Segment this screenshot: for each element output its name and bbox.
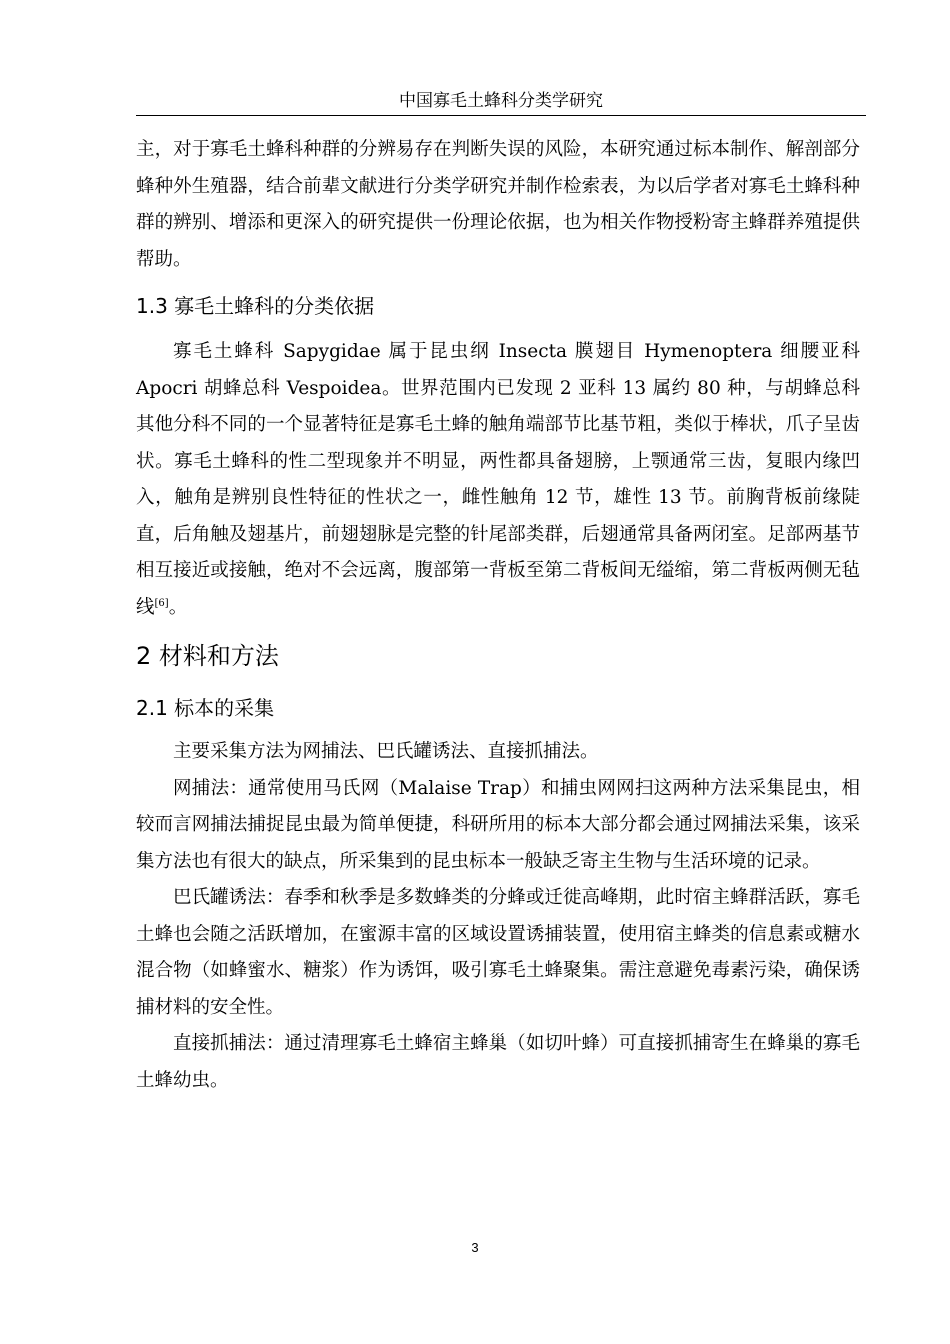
- section-heading-1-3: 1.3 寡毛土蜂科的分类依据: [136, 294, 375, 318]
- section-heading-2-1: 2.1 标本的采集: [136, 696, 275, 720]
- paragraph-classification-text: 寡毛土蜂科 Sapygidae 属于昆虫纲 Insecta 膜翅目 Hymenoptera 细腰亚科 Apocri 胡蜂总科 Vespoidea。世界范围内已发现 2 亚科 13 属约 80 种，与胡蜂总科其他分科不同的一个显著特征是寡毛土蜂的触角端部节比基节粗，类似于棒状，爪子呈齿状。寡毛土蜂科的性二型现象并不明显，两性都具备翅膀，上颚通常三齿，复眼内缘凹入，触角是辨别良性特征的性状之一，雌性触角 12 节，雄性 13 节。前胸背板前缘陡直，后角触及翅基片，前翅翅脉是完整的针尾部类群，后翅通常具备两闭室。足部两基节相互接近或接触，绝对不会远离，腹部第一背板至第二背板间无缢缩，第二背板两侧无毡线: [136, 341, 860, 618]
- page-number: 3: [471, 1240, 479, 1255]
- paragraph-classification-end: 。: [168, 596, 188, 618]
- page-body: [136, 128, 860, 1099]
- chapter-heading-2: 2 材料和方法: [136, 642, 279, 670]
- paragraph-net-capture: 网捕法：通常使用马氏网（Malaise Trap）和捕虫网网扫这两种方法采集昆虫，相较而言网捕法捕捉昆虫最为简单便捷，科研所用的标本大部分都会通过网捕法采集，该采集方法也有很大的缺点，所采集到的昆虫标本一般缺乏寄主生物与生活环境的记录。: [136, 777, 860, 872]
- paragraph-direct-capture: 直接抓捕法：通过清理寡毛土蜂宿主蜂巢（如切叶蜂）可直接抓捕寄生在蜂巢的寡毛土蜂幼虫。: [136, 1033, 860, 1091]
- page-footer: [0, 1240, 950, 1255]
- paragraph-classification: [136, 334, 860, 626]
- paragraph-jar-trap: 巴氏罐诱法：春季和秋季是多数蜂类的分蜂或迁徙高峰期，此时宿主蜂群活跃，寡毛土蜂也会随之活跃增加，在蜜源丰富的区域设置诱捕装置，使用宿主蜂类的信息素或糖水混合物（如蜂蜜水、糖浆）作为诱饵，吸引寡毛土蜂聚集。需注意避免毒素污染，确保诱捕材料的安全性。: [136, 887, 860, 1018]
- citation-ref: [6]: [154, 597, 169, 609]
- running-header-title: 中国寡毛土蜂科分类学研究: [399, 91, 603, 111]
- running-header: [136, 88, 866, 116]
- paragraph-intro-continued: 主，对于寡毛土蜂科种群的分辨易存在判断失误的风险，本研究通过标本制作、解剖部分蜂种外生殖器，结合前辈文献进行分类学研究并制作检索表，为以后学者对寡毛土蜂科种群的辨别、增添和更深入的研究提供一份理论依据，也为相关作物授粉寄主蜂群养殖提供帮助。: [136, 139, 860, 270]
- paragraph-methods-overview: 主要采集方法为网捕法、巴氏罐诱法、直接抓捕法。: [173, 741, 599, 762]
